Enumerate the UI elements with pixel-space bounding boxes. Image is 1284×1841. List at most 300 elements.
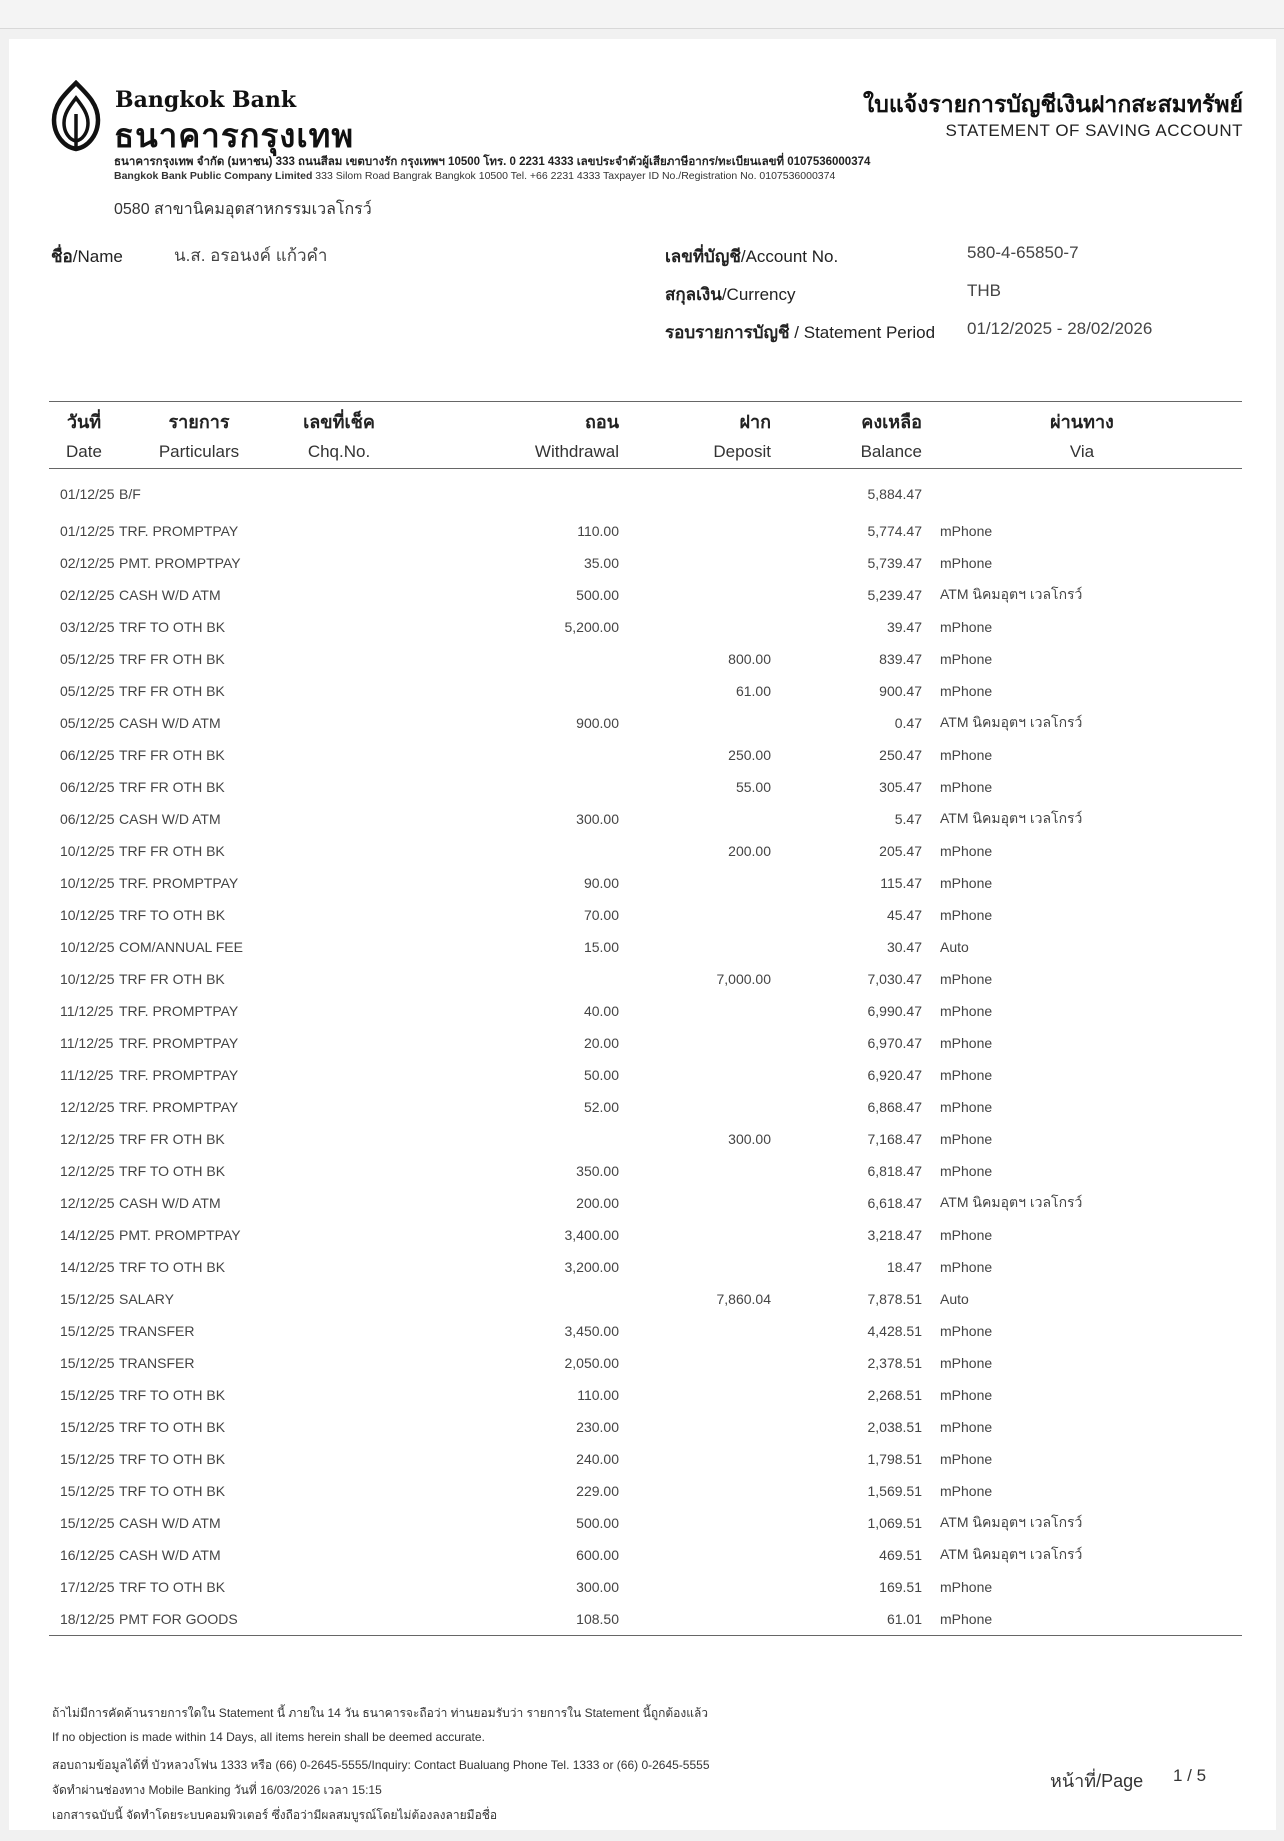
cell-deposit	[619, 1027, 771, 1059]
cell-particulars: TRF FR OTH BK	[119, 747, 225, 763]
cell-withdrawal	[399, 963, 619, 995]
table-row	[49, 1443, 1242, 1475]
cell-particulars: SALARY	[119, 1291, 174, 1307]
cell-particulars: CASH W/D ATM	[119, 1195, 221, 1211]
cell-balance: 5,739.47	[867, 555, 922, 571]
cell-balance: 2,268.51	[867, 1387, 922, 1403]
cell-balance: 5,884.47	[867, 486, 922, 502]
cell-withdrawal: 3,400.00	[564, 1227, 619, 1243]
cell-balance: 205.47	[879, 843, 922, 859]
table-row	[49, 899, 1242, 931]
cell-chq-no	[279, 643, 399, 675]
account-no-label: เลขที่บัญชี/Account No.	[665, 247, 839, 266]
cell-date: 12/12/25	[60, 1195, 115, 1211]
statement-page	[9, 39, 1276, 1830]
cell-deposit	[619, 1219, 771, 1251]
cell-withdrawal	[399, 643, 619, 675]
cell-withdrawal: 110.00	[577, 1387, 619, 1403]
cell-withdrawal: 40.00	[583, 1003, 619, 1019]
cell-via: mPhone	[940, 1419, 993, 1435]
cell-particulars: TRF FR OTH BK	[119, 971, 225, 987]
cell-date: 15/12/25	[60, 1355, 115, 1371]
cell-via: mPhone	[940, 1579, 993, 1595]
cell-deposit	[619, 803, 771, 835]
cell-deposit	[619, 1315, 771, 1347]
cell-via: mPhone	[940, 1259, 993, 1275]
currency-value: THB	[967, 281, 1001, 300]
cell-withdrawal: 200.00	[576, 1195, 619, 1211]
table-row	[49, 1475, 1242, 1507]
cell-balance: 3,218.47	[867, 1227, 922, 1243]
cell-via: mPhone	[940, 1099, 993, 1115]
cell-date: 11/12/25	[60, 1067, 114, 1083]
cell-withdrawal: 52.00	[583, 1099, 619, 1115]
cell-balance: 900.47	[879, 683, 922, 699]
cell-balance: 6,618.47	[867, 1195, 922, 1211]
cell-via: mPhone	[940, 1067, 993, 1083]
cell-via	[922, 469, 1242, 516]
cell-balance: 2,038.51	[867, 1419, 922, 1435]
cell-chq-no	[279, 1219, 399, 1251]
cell-deposit	[619, 515, 771, 547]
cell-deposit	[619, 547, 771, 579]
cell-date: 01/12/25	[60, 486, 115, 502]
table-row	[49, 547, 1242, 579]
cell-chq-no	[279, 899, 399, 931]
cell-particulars: TRANSFER	[119, 1355, 195, 1371]
table-row	[49, 835, 1242, 867]
cell-via: mPhone	[940, 1227, 993, 1243]
cell-date: 15/12/25	[60, 1419, 115, 1435]
cell-via: mPhone	[940, 1131, 993, 1147]
cell-deposit	[619, 611, 771, 643]
cell-withdrawal: 108.50	[399, 1603, 619, 1636]
cell-particulars: CASH W/D ATM	[119, 1547, 221, 1563]
cell-withdrawal	[399, 835, 619, 867]
objection-note-en: If no objection is made within 14 Days, all items herein shall be deemed accurate.	[52, 1730, 485, 1744]
cell-chq-no	[279, 1091, 399, 1123]
cell-date: 05/12/25	[60, 683, 115, 699]
cell-withdrawal: 3,200.00	[564, 1259, 619, 1275]
cell-balance: 7,878.51	[867, 1291, 922, 1307]
cell-via: ATM นิคมอุตฯ เวลโกรว์	[940, 810, 1083, 826]
cell-chq-no	[279, 469, 399, 516]
cell-date: 06/12/25	[60, 747, 115, 763]
cell-withdrawal	[399, 1123, 619, 1155]
cell-withdrawal	[399, 771, 619, 803]
table-row	[49, 1283, 1242, 1315]
cell-deposit	[619, 1379, 771, 1411]
cell-chq-no	[279, 1475, 399, 1507]
cell-particulars: TRF TO OTH BK	[119, 1451, 226, 1467]
cell-withdrawal: 240.00	[576, 1451, 619, 1467]
bank-address-th: ธนาคารกรุงเทพ จำกัด (มหาชน) 333 ถนนสีลม เขตบางรัก กรุงเทพฯ 10500 โทร. 0 2231 4333 เลขประจำตัวผู้เสียภาษีอากร/ทะเบียนเลขที่ 0107536000374	[114, 156, 871, 168]
cell-withdrawal	[399, 1283, 619, 1315]
cell-date: 16/12/25	[60, 1547, 115, 1563]
cell-chq-no	[279, 1539, 399, 1571]
cell-particulars: PMT. PROMPTPAY	[119, 555, 241, 571]
cell-balance: 6,990.47	[867, 1003, 922, 1019]
cell-via: mPhone	[940, 1323, 993, 1339]
cell-particulars: TRF. PROMPTPAY	[119, 875, 239, 891]
header-row-en	[49, 436, 1242, 469]
cell-date: 14/12/25	[60, 1259, 115, 1275]
cell-deposit	[619, 579, 771, 611]
cell-withdrawal: 35.00	[583, 555, 619, 571]
cell-date: 15/12/25	[60, 1483, 115, 1499]
cell-balance: 169.51	[879, 1579, 922, 1595]
cell-date: 02/12/25	[60, 555, 115, 571]
cell-particulars: TRF FR OTH BK	[119, 651, 225, 667]
table-row	[49, 1603, 1242, 1636]
cell-date: 06/12/25	[60, 779, 115, 795]
transactions-table	[49, 401, 1242, 1636]
table-row	[49, 1027, 1242, 1059]
cell-deposit: 200.00	[728, 843, 771, 859]
cell-via: mPhone	[940, 747, 993, 763]
cell-via: mPhone	[940, 683, 993, 699]
cell-withdrawal: 900.00	[576, 715, 619, 731]
table-row	[49, 1251, 1242, 1283]
cell-chq-no	[279, 1155, 399, 1187]
cell-deposit	[619, 1251, 771, 1283]
cell-particulars: TRF TO OTH BK	[119, 1579, 226, 1595]
cell-chq-no	[279, 1507, 399, 1539]
table-row	[49, 1539, 1242, 1571]
cell-chq-no	[279, 1283, 399, 1315]
cell-withdrawal: 350.00	[576, 1163, 619, 1179]
table-row	[49, 803, 1242, 835]
cell-deposit	[619, 1475, 771, 1507]
cell-date: 02/12/25	[60, 587, 115, 603]
col-chq-en: Chq.No.	[279, 436, 399, 469]
cell-balance: 0.47	[894, 715, 922, 731]
cell-withdrawal: 2,050.00	[564, 1355, 619, 1371]
cell-date: 10/12/25	[60, 843, 115, 859]
cell-date: 14/12/25	[60, 1227, 115, 1243]
table-row	[49, 1187, 1242, 1219]
cell-particulars: CASH W/D ATM	[119, 811, 221, 827]
col-chq-th: เลขที่เช็ค	[279, 402, 399, 437]
cell-withdrawal: 600.00	[576, 1547, 619, 1563]
cell-via: ATM นิคมอุตฯ เวลโกรว์	[940, 1546, 1083, 1562]
table-row	[49, 675, 1242, 707]
computer-generated-note: เอกสารฉบับนี้ จัดทำโดยระบบคอมพิวเตอร์ ซึ่งถือว่ามีผลสมบูรณ์โดยไม่ต้องลงลายมือชื่อ	[52, 1808, 498, 1822]
cell-withdrawal: 3,450.00	[564, 1323, 619, 1339]
cell-date: 03/12/25	[60, 619, 115, 635]
statement-period-label: รอบรายการบัญชี / Statement Period	[665, 323, 936, 342]
cell-withdrawal: 110.00	[577, 523, 619, 539]
cell-date: 06/12/25	[60, 811, 115, 827]
cell-date: 15/12/25	[60, 1387, 115, 1403]
cell-withdrawal: 500.00	[576, 1515, 619, 1531]
cell-deposit	[619, 1347, 771, 1379]
cell-balance: 39.47	[886, 619, 922, 635]
currency-label: สกุลเงิน/Currency	[665, 285, 796, 304]
cell-particulars: TRF TO OTH BK	[119, 1163, 226, 1179]
col-deposit-en: Deposit	[619, 436, 771, 469]
cell-chq-no	[279, 579, 399, 611]
cell-particulars: TRANSFER	[119, 1323, 195, 1339]
cell-balance: 6,970.47	[867, 1035, 922, 1051]
cell-balance: 18.47	[886, 1259, 922, 1275]
cell-deposit: 7,860.04	[716, 1291, 771, 1307]
cell-withdrawal: 15.00	[583, 939, 619, 955]
table-row	[49, 739, 1242, 771]
cell-deposit: 7,000.00	[716, 971, 771, 987]
objection-note-th: ถ้าไม่มีการคัดค้านรายการใดใน Statement นี้ ภายใน 14 วัน ธนาคารจะถือว่า ท่านยอมรับว่า รายการใน Statement นี้ถูกต้องแล้ว	[52, 1706, 709, 1720]
cell-particulars: TRF FR OTH BK	[119, 779, 225, 795]
cell-date: 05/12/25	[60, 715, 115, 731]
cell-date: 10/12/25	[60, 939, 115, 955]
table-row	[49, 707, 1242, 739]
cell-deposit	[619, 1411, 771, 1443]
table-row	[49, 611, 1242, 643]
cell-date: 01/12/25	[60, 523, 115, 539]
cell-deposit	[619, 995, 771, 1027]
cell-via: mPhone	[940, 1483, 993, 1499]
cell-chq-no	[279, 675, 399, 707]
col-balance-th: คงเหลือ	[771, 402, 922, 437]
viewer-toolbar	[0, 0, 1284, 29]
cell-particulars: TRF. PROMPTPAY	[119, 1067, 239, 1083]
branch-name: 0580 สาขานิคมอุตสาหกรรมเวลโกรว์	[114, 201, 372, 218]
cell-particulars: TRF. PROMPTPAY	[119, 1035, 239, 1051]
account-number: 580-4-65850-7	[967, 243, 1079, 262]
address-en-detail: 333 Silom Road Bangrak Bangkok 10500 Tel. +66 2231 4333 Taxpayer ID No./Registration No. 0107536000374	[315, 170, 836, 182]
cell-deposit	[619, 1507, 771, 1539]
table-row	[49, 1379, 1242, 1411]
col-withdrawal-en: Withdrawal	[399, 436, 619, 469]
account-holder-name: น.ส. อรอนงค์ แก้วคำ	[174, 246, 328, 265]
cell-deposit	[619, 1539, 771, 1571]
cell-deposit: 300.00	[728, 1131, 771, 1147]
cell-via: mPhone	[940, 779, 993, 795]
cell-balance: 839.47	[879, 651, 922, 667]
cell-via: ATM นิคมอุตฯ เวลโกรว์	[940, 1194, 1083, 1210]
table-row	[49, 1571, 1242, 1603]
cell-particulars: B/F	[119, 486, 141, 502]
bank-name-th: ธนาคารกรุงเทพ	[114, 117, 355, 154]
cell-chq-no	[279, 1059, 399, 1091]
cell-via: mPhone	[940, 523, 993, 539]
cell-withdrawal	[399, 739, 619, 771]
cell-via: mPhone	[940, 907, 993, 923]
cell-date: 15/12/25	[60, 1323, 115, 1339]
cell-particulars: CASH W/D ATM	[119, 1515, 221, 1531]
col-particulars-th: รายการ	[119, 402, 279, 437]
col-date-en: Date	[49, 436, 119, 469]
cell-deposit	[619, 1155, 771, 1187]
cell-particulars: TRF FR OTH BK	[119, 1131, 225, 1147]
cell-particulars: TRF FR OTH BK	[119, 683, 225, 699]
cell-chq-no	[279, 1251, 399, 1283]
name-label: ชื่อ/Name	[51, 247, 123, 266]
cell-withdrawal	[399, 675, 619, 707]
cell-via: mPhone	[940, 555, 993, 571]
cell-deposit	[619, 1059, 771, 1091]
cell-date: 15/12/25	[60, 1291, 115, 1307]
cell-balance: 1,798.51	[867, 1451, 922, 1467]
cell-via: Auto	[940, 939, 969, 955]
cell-chq-no	[279, 1571, 399, 1603]
cell-withdrawal	[399, 469, 619, 516]
cell-particulars: CASH W/D ATM	[119, 587, 221, 603]
cell-via: ATM นิคมอุตฯ เวลโกรว์	[940, 714, 1083, 730]
cell-balance: 45.47	[886, 907, 922, 923]
col-date-th: วันที่	[49, 402, 119, 437]
cell-balance: 7,030.47	[867, 971, 922, 987]
cell-via: mPhone	[922, 1603, 1242, 1636]
cell-deposit	[619, 931, 771, 963]
cell-balance: 305.47	[879, 779, 922, 795]
cell-particulars: PMT. PROMPTPAY	[119, 1227, 241, 1243]
cell-date: 12/12/25	[60, 1163, 115, 1179]
cell-chq-no	[279, 1443, 399, 1475]
table-row	[49, 643, 1242, 675]
cell-deposit: 250.00	[728, 747, 771, 763]
company-name-en: Bangkok Bank Public Company Limited	[114, 170, 313, 182]
cell-deposit: 800.00	[728, 651, 771, 667]
cell-date: 12/12/25	[60, 1131, 115, 1147]
generated-note: จัดทำผ่านช่องทาง Mobile Banking วันที่ 16/03/2026 เวลา 15:15	[52, 1783, 382, 1797]
cell-chq-no	[279, 995, 399, 1027]
cell-via: mPhone	[940, 971, 993, 987]
cell-deposit	[619, 469, 771, 516]
cell-withdrawal: 20.00	[583, 1035, 619, 1051]
cell-chq-no	[279, 1027, 399, 1059]
cell-balance: 5.47	[894, 811, 922, 827]
cell-withdrawal: 300.00	[576, 1579, 619, 1595]
bangkok-bank-lotus-logo	[51, 80, 101, 152]
cell-deposit	[619, 867, 771, 899]
cell-balance: 250.47	[879, 747, 922, 763]
cell-deposit	[619, 899, 771, 931]
cell-balance: 115.47	[880, 875, 922, 891]
cell-deposit	[619, 1603, 771, 1636]
cell-balance: 61.01	[771, 1603, 922, 1636]
table-row	[49, 1091, 1242, 1123]
col-deposit-th: ฝาก	[619, 402, 771, 437]
cell-via: mPhone	[940, 651, 993, 667]
statement-title-en: STATEMENT OF SAVING ACCOUNT	[945, 121, 1243, 140]
cell-via: mPhone	[940, 1451, 993, 1467]
cell-balance: 1,569.51	[867, 1483, 922, 1499]
cell-withdrawal: 50.00	[583, 1067, 619, 1083]
col-balance-en: Balance	[771, 436, 922, 469]
table-row	[49, 469, 1242, 516]
table-row	[49, 1219, 1242, 1251]
cell-chq-no	[279, 739, 399, 771]
cell-balance: 30.47	[886, 939, 922, 955]
cell-chq-no	[279, 1603, 399, 1636]
cell-chq-no	[279, 1347, 399, 1379]
cell-chq-no	[279, 1123, 399, 1155]
cell-deposit: 55.00	[735, 779, 771, 795]
cell-chq-no	[279, 611, 399, 643]
cell-particulars: TRF TO OTH BK	[119, 1419, 226, 1435]
cell-withdrawal: 70.00	[583, 907, 619, 923]
table-row	[49, 1315, 1242, 1347]
cell-via: ATM นิคมอุตฯ เวลโกรว์	[940, 586, 1083, 602]
table-row	[49, 867, 1242, 899]
cell-particulars: COM/ANNUAL FEE	[119, 939, 243, 955]
table-row	[49, 1411, 1242, 1443]
cell-balance: 5,239.47	[867, 587, 922, 603]
table-row	[49, 771, 1242, 803]
cell-date: 11/12/25	[60, 1035, 114, 1051]
cell-via: mPhone	[940, 875, 993, 891]
cell-particulars: TRF TO OTH BK	[119, 619, 226, 635]
cell-particulars: TRF. PROMPTPAY	[119, 1003, 239, 1019]
cell-withdrawal: 500.00	[576, 587, 619, 603]
cell-date: 18/12/25	[49, 1603, 119, 1636]
cell-particulars: TRF. PROMPTPAY	[119, 1099, 239, 1115]
cell-withdrawal: 300.00	[576, 811, 619, 827]
table-row	[49, 963, 1242, 995]
transactions-body	[49, 469, 1242, 1636]
cell-via: mPhone	[940, 1387, 993, 1403]
cell-date: 15/12/25	[60, 1451, 115, 1467]
cell-chq-no	[279, 515, 399, 547]
cell-via: mPhone	[940, 1355, 993, 1371]
cell-balance: 6,868.47	[867, 1099, 922, 1115]
cell-particulars: TRF TO OTH BK	[119, 907, 226, 923]
cell-balance: 6,818.47	[867, 1163, 922, 1179]
cell-chq-no	[279, 931, 399, 963]
col-via-th: ผ่านทาง	[922, 402, 1242, 437]
bank-address-en	[114, 170, 835, 182]
table-row	[49, 1507, 1242, 1539]
cell-date: 12/12/25	[60, 1099, 115, 1115]
table-row	[49, 1155, 1242, 1187]
cell-balance: 2,378.51	[867, 1355, 922, 1371]
page-number: 1 / 5	[1173, 1766, 1207, 1785]
cell-chq-no	[279, 1411, 399, 1443]
table-row	[49, 1123, 1242, 1155]
cell-chq-no	[279, 1315, 399, 1347]
cell-withdrawal: 229.00	[576, 1483, 619, 1499]
cell-deposit: 61.00	[735, 683, 771, 699]
cell-withdrawal: 5,200.00	[564, 619, 619, 635]
cell-particulars: TRF TO OTH BK	[119, 1483, 226, 1499]
col-withdrawal-th: ถอน	[399, 402, 619, 437]
cell-date: 11/12/25	[60, 1003, 114, 1019]
cell-date: 15/12/25	[60, 1515, 115, 1531]
cell-chq-no	[279, 867, 399, 899]
cell-via: mPhone	[940, 619, 993, 635]
statement-period-value: 01/12/2025 - 28/02/2026	[967, 319, 1153, 338]
page-label: หน้าที่/Page	[1050, 1771, 1144, 1791]
cell-via: mPhone	[940, 1035, 993, 1051]
cell-chq-no	[279, 1187, 399, 1219]
cell-deposit	[619, 707, 771, 739]
table-row	[49, 1059, 1242, 1091]
table-row	[49, 515, 1242, 547]
cell-chq-no	[279, 803, 399, 835]
cell-via: mPhone	[940, 1003, 993, 1019]
inquiry-note: สอบถามข้อมูลได้ที่ บัวหลวงโฟน 1333 หรือ (66) 0-2645-5555/Inquiry: Contact Bualuang Phone Tel. 1333 or (66) 0-2645-5555	[52, 1758, 710, 1772]
cell-particulars: TRF TO OTH BK	[119, 1259, 226, 1275]
cell-date: 10/12/25	[60, 875, 115, 891]
cell-via: mPhone	[940, 843, 993, 859]
cell-balance: 6,920.47	[867, 1067, 922, 1083]
table-row	[49, 931, 1242, 963]
cell-date: 10/12/25	[60, 907, 115, 923]
table-row	[49, 995, 1242, 1027]
cell-balance: 1,069.51	[867, 1515, 922, 1531]
bank-name-en: Bangkok Bank	[115, 87, 297, 113]
